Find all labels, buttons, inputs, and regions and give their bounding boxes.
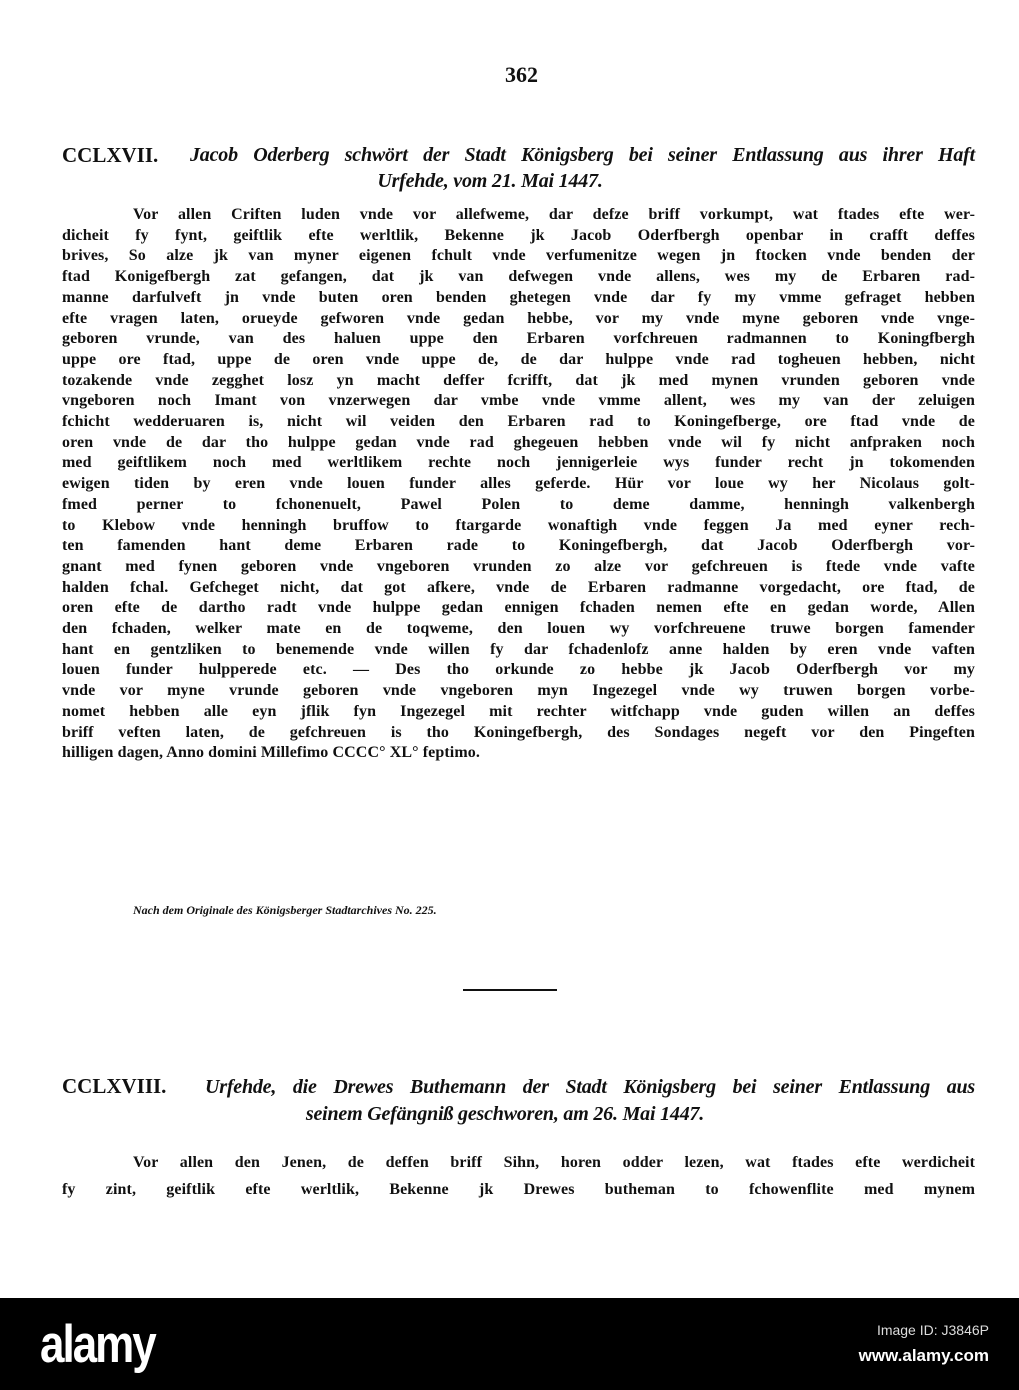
text-line: manne darfulveft jn vnde buten oren benden ghetegen vnde dar fy my vmme gefraget hebben: [62, 288, 975, 306]
text-line: geboren vrunde, van des haluen uppe den Erbaren vorfchreuen radmannen to Koningfbergh: [62, 330, 975, 348]
document-title-line2: Urfehde, vom 21. Mai 1447.: [377, 170, 603, 192]
text-line: dicheit fy fynt, geiftlik efte werltlik, Bekenne jk Jacob Oderfbergh openbar in crafft deffes: [62, 226, 975, 244]
alamy-logo: alamy: [40, 1315, 155, 1374]
text-line: briff veften laten, de gefchreuen is tho Koningefbergh, des Sondages negeft vor den Pingeften: [62, 723, 975, 741]
text-line: fmed perner to fchonenuelt, Pawel Polen to deme damme, henningh valkenbergh: [62, 495, 975, 513]
text-line: ftad Konigefbergh zat gefangen, dat jk van defwegen vnde allens, wes my de Erbaren rad-: [62, 268, 975, 286]
document-number: CCLXVII.: [62, 143, 159, 167]
text-line: vnde vor myne vrunde geboren vnde vngeboren myn Ingezegel vnde wy truwen borgen vorbe-: [62, 682, 975, 700]
text-line: brives, So alze jk van myner eigenen fchult vnde verfumenitze wegen jn ftocken vnde benden der: [62, 247, 975, 265]
text-line: vngeboren noch Imant von vnzerwegen dar vmbe vnde vmme allent, wes my van der zeluigen: [62, 392, 975, 410]
document-title-2: Urfehde, die Drewes Buthemann der Stadt Königsberg bei seiner Entlassung aus: [205, 1076, 975, 1098]
text-line: fchicht wedderuaren is, nicht wil veiden den Erbaren rad to Koningefberge, ore ftad vnde de: [62, 413, 975, 430]
section-divider: [463, 989, 557, 991]
text-line: uppe ore ftad, uppe de oren vnde uppe de, de dar hulppe vnde rad togheuen hebben, nicht: [62, 350, 975, 368]
text-line: fy zint, geiftlik efte werltlik, Bekenne jk Drewes butheman to fchowenflite med mynem: [62, 1181, 975, 1198]
text-line: Vor allen Criften luden vnde vor allefweme, dar defze briff vorkumpt, wat ftades efte wer-: [133, 206, 975, 223]
site-url: www.alamy.com: [858, 1346, 989, 1365]
text-line: den fchaden, welker mate en de toqweme, den louen wy vorfchreuene truwe borgen famender: [62, 620, 975, 637]
document-title-2-line2: seinem Gefängniß geschworen, am 26. Mai 1447.: [305, 1103, 705, 1125]
image-id: Image ID: J3846P: [876, 1322, 989, 1338]
text-line: hilligen dagen, Anno domini Millefimo CCCC° XL° feptimo.: [62, 744, 480, 762]
text-line: nomet hebben alle eyn jflik fyn Ingezegel mit rechter witfchapp vnde guden willen an deffes: [62, 702, 975, 720]
text-line: efte vragen laten, orueyde gefworen vnde gedan hebbe, vor my vnde myne geboren vnde vnge-: [62, 309, 975, 327]
text-line: halden fchal. Gefcheget nicht, dat got afkere, vnde de Erbaren radmanne vorgedacht, ore ftad, de: [62, 578, 975, 596]
text-line: ten famenden hant deme Erbaren rade to Koningefbergh, dat Jacob Oderfbergh vor-: [62, 537, 975, 555]
document-number-2: CCLXVIII.: [62, 1074, 167, 1098]
source-note: Nach dem Originale des Königsberger Stadtarchives No. 225.: [133, 903, 437, 917]
text-line: oren vnde de dar tho hulppe gedan vnde rad ghegeuen hebben vnde wil fy nicht anfpraken noch: [62, 433, 975, 451]
text-line: ewigen tiden by eren vnde louen funder alles geferde. Hür vor loue wy her Nicolaus golt-: [62, 475, 975, 493]
text-line: hant en gentzliken to benemende vnde willen fy dar fchadenlofz anne halden by eren vnde vaften: [62, 640, 975, 658]
text-line: gnant med fynen geboren vnde vngeboren vrunden zo alze vor gefchreuen is ftede vnde vafte: [62, 557, 975, 575]
text-line: Vor allen den Jenen, de deffen briff Sihn, horen odder lezen, wat ftades efte werdicheit: [133, 1154, 975, 1171]
page-number: 362: [505, 62, 538, 87]
text-line: med geiftlikem noch med werltlikem rechte noch jennigerleie wys funder recht jn tokomenden: [62, 454, 975, 472]
text-line: to Klebow vnde henningh bruffow to ftargarde wonaftigh vnde feggen Ja med eyner rech-: [62, 516, 975, 534]
text-line: louen funder hulpperede etc. — Des tho orkunde zo hebbe jk Jacob Oderfbergh vor my: [62, 661, 975, 679]
text-line: tozakende vnde zegghet losz yn macht deffer fcrifft, dat jk med mynen vrunden geboren vnde: [62, 371, 975, 389]
text-line: oren efte de dartho radt vnde hulppe gedan ennigen fchaden nemen efte en gedan worde, Allen: [62, 599, 975, 617]
document-title: Jacob Oderberg schwört der Stadt Königsberg bei seiner Entlassung aus ihrer Haft: [190, 144, 975, 166]
